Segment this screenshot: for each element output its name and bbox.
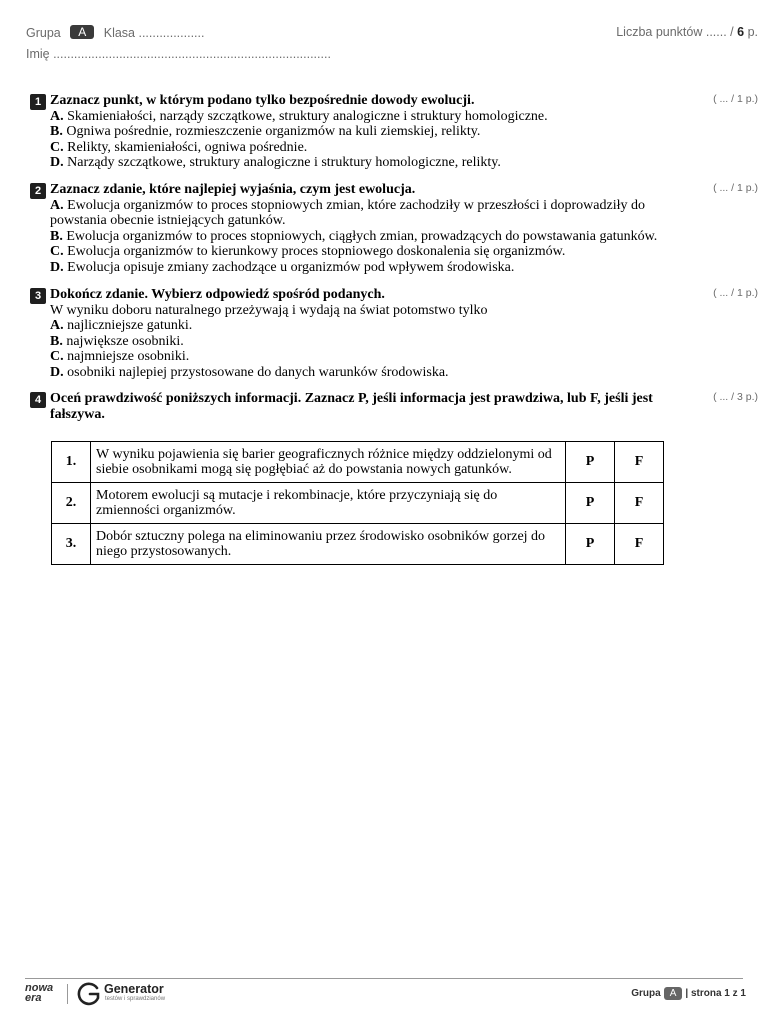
task-title: Oceń prawdziwość poniższych informacji. Zaznacz P, jeśli informacja jest prawdziwa, lub F, jeśli jest fałszywa.	[50, 391, 653, 422]
false-cell[interactable]: F	[615, 442, 664, 483]
footer-divider	[25, 978, 743, 979]
task-intro: W wyniku doboru naturalnego przeżywają i wydają na świat potomstwo tylko	[50, 302, 488, 318]
task-number: 1	[30, 94, 46, 110]
footer-page-info: Grupa A | strona 1 z 1	[631, 988, 746, 999]
option-a[interactable]: A. najliczniejsze gatunki.	[50, 318, 193, 333]
task-2	[30, 182, 760, 275]
generator-g-icon	[77, 982, 101, 1006]
task-points: ( ... / 3 p.)	[713, 391, 758, 403]
table-row	[52, 524, 664, 565]
group-badge: A	[70, 25, 94, 39]
task-title: Zaznacz zdanie, które najlepiej wyjaśnia, czym jest ewolucja.	[50, 182, 416, 197]
group-label: Grupa	[26, 26, 61, 40]
task-number: 4	[30, 392, 46, 408]
row-number: 2.	[52, 483, 91, 524]
task-1	[30, 93, 760, 171]
task-points: ( ... / 1 p.)	[713, 93, 758, 105]
row-number: 3.	[52, 524, 91, 565]
row-statement: Motorem ewolucji są mutacje i rekombinacje, które przyczyniają się do zmienności organizmów.	[91, 483, 566, 524]
option-c[interactable]: C. Relikty, skamieniałości, ogniwa pośrednie.	[50, 139, 308, 155]
false-cell[interactable]: F	[615, 483, 664, 524]
true-cell[interactable]: P	[566, 442, 615, 483]
task-title: Zaznacz punkt, w którym podano tylko bezpośrednie dowody ewolucji.	[50, 93, 475, 108]
points-total: 6	[737, 25, 745, 39]
option-b[interactable]: B. Ewolucja organizmów to proces stopniowych, ciągłych zmian, prowadzących do powstawania gatunków.	[50, 228, 658, 244]
false-cell[interactable]: F	[615, 524, 664, 565]
points-label: Liczba punktów ...... /	[616, 25, 734, 39]
row-number: 1.	[52, 442, 91, 483]
option-b[interactable]: B. Ogniwa pośrednie, rozmieszczenie organizmów na kuli ziemskiej, relikty.	[50, 124, 481, 139]
option-b[interactable]: B. największe osobniki.	[50, 333, 184, 349]
header-group-class	[26, 25, 204, 40]
option-d[interactable]: D. osobniki najlepiej przystosowane do danych warunków środowiska.	[50, 364, 449, 380]
task-number: 2	[30, 183, 46, 199]
option-c[interactable]: C. najmniejsze osobniki.	[50, 349, 190, 364]
option-a[interactable]: A. Skamieniałości, narządy szczątkowe, struktury analogiczne i struktury homologiczne.	[50, 108, 548, 124]
row-statement: Dobór sztuczny polega na eliminowaniu przez środowisko osobników gorzej do niego przystosowanych.	[91, 524, 566, 565]
row-statement: W wyniku pojawienia się barier geograficznych różnice między oddzielonymi od siebie osobnikami mogą się pogłębiać aż do powstania nowych gatunków.	[91, 442, 566, 483]
task-points: ( ... / 1 p.)	[713, 287, 758, 299]
name-field: Imię ................................................................................	[26, 47, 331, 61]
true-cell[interactable]: P	[566, 483, 615, 524]
table-row	[52, 442, 664, 483]
header-points	[616, 25, 758, 39]
table-row	[52, 483, 664, 524]
logo-divider	[67, 984, 68, 1004]
true-false-table	[51, 441, 664, 565]
true-cell[interactable]: P	[566, 524, 615, 565]
task-3	[30, 287, 760, 380]
task-number: 3	[30, 288, 46, 304]
task-points: ( ... / 1 p.)	[713, 182, 758, 194]
nowa-era-logo: nowa era	[25, 982, 54, 1004]
task-4	[30, 391, 760, 422]
option-d[interactable]: D. Ewolucja opisuje zmiany zachodzące u organizmów pod wpływem środowiska.	[50, 259, 515, 275]
footer-group-badge: A	[664, 987, 683, 1000]
task-title: Dokończ zdanie. Wybierz odpowiedź spośród podanych.	[50, 287, 385, 302]
option-d[interactable]: D. Narządy szczątkowe, struktury analogiczne i struktury homologiczne, relikty.	[50, 155, 501, 170]
points-unit: p.	[747, 25, 758, 39]
generator-logo-subtitle: testów i sprawdzianów	[105, 996, 166, 1002]
generator-logo-text: Generator	[104, 982, 164, 996]
option-a[interactable]: A. Ewolucja organizmów to proces stopniowych zmian, które zachodziły w przeszłości i doprowadziły do powstania obecnie istniejących gatunków.	[50, 197, 645, 228]
option-c[interactable]: C. Ewolucja organizmów to kierunkowy proces stopniowego doskonalenia się organizmów.	[50, 244, 566, 259]
class-label: Klasa ...................	[103, 26, 205, 40]
